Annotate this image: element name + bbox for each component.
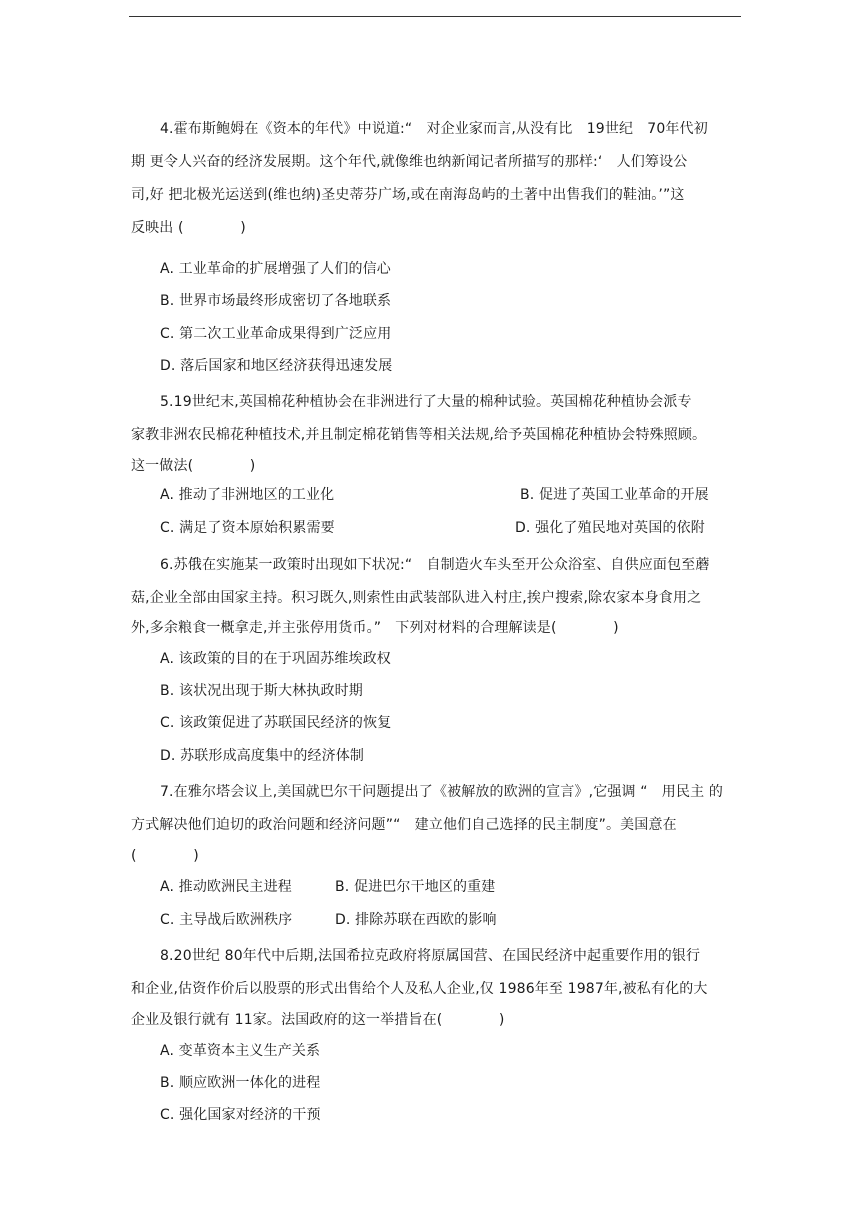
q5-option-c: C. 满足了资本原始积累需要 [160, 520, 335, 536]
q6-option-d: D. 苏联形成高度集中的经济体制 [160, 748, 365, 764]
q4-stem-line-2: 期 更令人兴奋的经济发展期。这个年代,就像维也纳新闻记者所描写的那样:‘ 人们筹设公 [131, 154, 688, 170]
q4-stem-line-1: 4.霍布斯鲍姆在《资本的年代》中说道:“ 对企业家而言,从没有比 19世纪 70年代初 [160, 121, 708, 137]
q6-stem-line-1: 6.苏俄在实施某一政策时出现如下状况:“ 自制造火车头至开公众浴室、自供应面包至蘑 [160, 557, 710, 573]
q6-stem-line-3: 外,多余粮食一概拿走,并主张停用货币。” 下列对材料的合理解读是( ) [131, 620, 619, 636]
q5-option-d: D. 强化了殖民地对英国的依附 [515, 520, 705, 536]
q8-stem-line-3: 企业及银行就有 11家。法国政府的这一举措旨在( ) [131, 1012, 505, 1028]
q8-option-c: C. 强化国家对经济的干预 [160, 1107, 321, 1123]
header-rule [129, 16, 741, 17]
q6-option-c: C. 该政策促进了苏联国民经济的恢复 [160, 715, 392, 731]
q5-stem-line-1: 5.19世纪末,英国棉花种植协会在非洲进行了大量的棉种试验。英国棉花种植协会派专 [160, 394, 692, 410]
q7-option-c: C. 主导战后欧洲秩序 [160, 912, 293, 928]
q6-option-b: B. 该状况出现于斯大林执政时期 [160, 683, 363, 699]
q7-option-d: D. 排除苏联在西欧的影响 [335, 912, 497, 928]
q4-stem-line-3: 司,好 把北极光运送到(维也纳)圣史蒂芬广场,或在南海岛屿的土著中出售我们的鞋油。’”这 [131, 187, 685, 203]
q7-option-a: A. 推动欧洲民主进程 [160, 879, 292, 895]
q6-stem-line-2: 菇,企业全部由国家主持。积习既久,则索性由武装部队进入村庄,挨户搜索,除农家本身食用之 [131, 590, 702, 606]
q5-stem-line-2: 家教非洲农民棉花种植技术,并且制定棉花销售等相关法规,给予英国棉花种植协会特殊照顾。 [131, 427, 707, 443]
q4-stem-line-4: 反映出 ( ) [131, 220, 246, 236]
q4-option-c: C. 第二次工业革命成果得到广泛应用 [160, 326, 392, 342]
q8-option-b: B. 顺应欧洲一体化的进程 [160, 1075, 321, 1091]
q7-option-b: B. 促进巴尔干地区的重建 [335, 879, 496, 895]
q6-option-a: A. 该政策的目的在于巩固苏维埃政权 [160, 651, 391, 667]
q8-option-a: A. 变革资本主义生产关系 [160, 1043, 321, 1059]
q8-stem-line-1: 8.20世纪 80年代中后期,法国希拉克政府将原属国营、在国民经济中起重要作用的银行 [160, 948, 701, 964]
q5-stem-line-3: 这一做法( ) [131, 458, 256, 474]
q8-stem-line-2: 和企业,估资作价后以股票的形式出售给个人及私人企业,仅 1986年至 1987年,被私有化的大 [131, 981, 708, 997]
q7-stem-line-3: ( ) [131, 848, 199, 864]
q4-option-d: D. 落后国家和地区经济获得迅速发展 [160, 358, 393, 374]
q4-option-a: A. 工业革命的扩展增强了人们的信心 [160, 261, 391, 277]
q5-option-b: B. 促进了英国工业革命的开展 [520, 487, 709, 503]
q7-stem-line-2: 方式解决他们迫切的政治问题和经济问题”“ 建立他们自己选择的民主制度”。美国意在 [131, 817, 677, 833]
q7-stem-line-1: 7.在雅尔塔会议上,美国就巴尔干问题提出了《被解放的欧洲的宣言》,它强调 “ 用民主 的 [160, 784, 724, 800]
q5-option-a: A. 推动了非洲地区的工业化 [160, 487, 335, 503]
q4-option-b: B. 世界市场最终形成密切了各地联系 [160, 293, 392, 309]
